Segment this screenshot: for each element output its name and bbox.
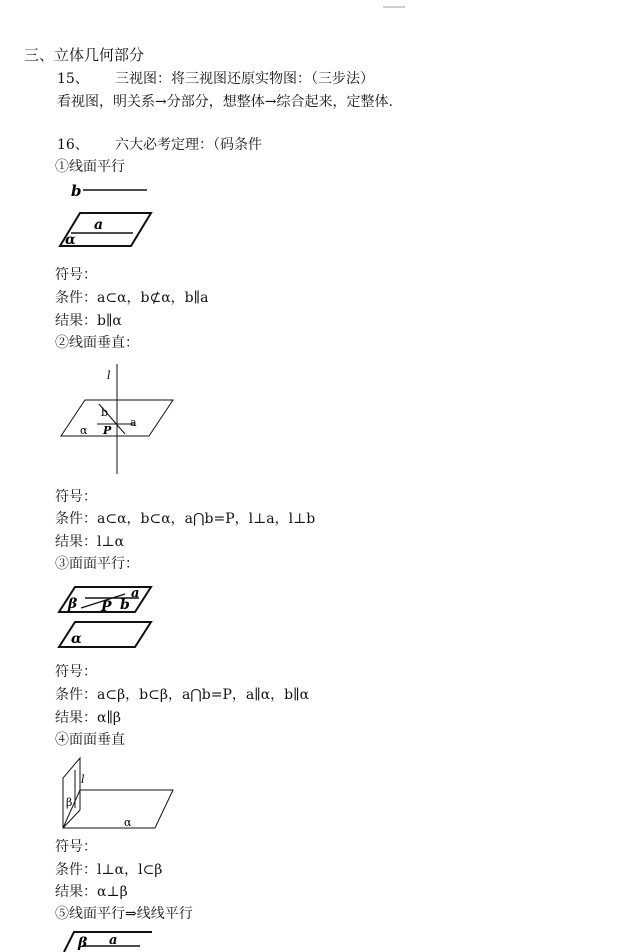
theorem-2-result: 结果：l⊥α xyxy=(55,534,125,550)
theorem-4-title: ④面面垂直 xyxy=(55,732,125,748)
fig1-label-b: b xyxy=(71,182,82,200)
fig3-label-beta: β xyxy=(68,596,78,612)
plane-plane-perpendicular-figure xyxy=(55,756,180,834)
scan-mark xyxy=(383,6,405,8)
fig2-label-l: l xyxy=(107,369,111,382)
fig3-label-p: P xyxy=(101,599,112,615)
item-16-title: 六大必考定理：（码条件 xyxy=(115,137,262,153)
fig5-label-a: a xyxy=(109,933,118,948)
line-plane-parallel-figure xyxy=(55,178,165,252)
item-15-description: 看视图，明关系→分部分，想整体→综合起来，定整体. xyxy=(57,94,393,110)
theorem-2-symbol: 符号： xyxy=(55,489,97,505)
theorem-3-result: 结果：α∥β xyxy=(55,710,122,726)
theorem-2-condition: 条件：a⊂α，b⊂α，a⋂b=P，l⊥a，l⊥b xyxy=(55,511,316,527)
theorem-1-title: ①线面平行 xyxy=(55,159,125,175)
line-plane-parallel-to-line-line-figure xyxy=(60,928,160,952)
theorem-3-condition: 条件：a⊂β，b⊂β，a⋂b=P，a∥α，b∥α xyxy=(55,687,310,703)
item-16-number: 16、 xyxy=(57,137,89,153)
fig4-label-alpha: α xyxy=(124,816,132,829)
fig3-label-alpha: α xyxy=(71,631,82,647)
theorem-1-condition: 条件：a⊂α，b⊄α，b∥a xyxy=(55,290,209,306)
fig1-label-a: a xyxy=(94,217,104,233)
fig1-label-alpha: α xyxy=(65,232,76,248)
fig5-label-beta: β xyxy=(78,935,88,951)
theorem-3-title: ③面面平行： xyxy=(55,556,139,572)
theorem-5-title: ⑤线面平行⇒线线平行 xyxy=(55,906,193,922)
fig2-label-a: a xyxy=(130,416,137,429)
fig2-label-p: P xyxy=(103,424,112,437)
theorem-4-symbol: 符号： xyxy=(55,839,97,855)
theorem-3-symbol: 符号： xyxy=(55,664,97,680)
plane-plane-parallel-figure xyxy=(55,582,155,652)
line-plane-perpendicular-figure xyxy=(55,360,180,478)
fig3-label-a: a xyxy=(131,586,140,601)
theorem-2-title: ②线面垂直： xyxy=(55,335,139,351)
theorem-1-result: 结果：b∥α xyxy=(55,313,122,329)
fig3-label-b: b xyxy=(120,597,130,613)
theorem-4-condition: 条件：l⊥α，l⊂β xyxy=(55,862,163,878)
theorem-4-result: 结果：α⊥β xyxy=(55,884,128,900)
fig2-label-alpha: α xyxy=(80,424,88,437)
item-15-number: 15、 xyxy=(57,71,89,87)
fig4-label-beta: β xyxy=(66,796,73,809)
fig2-label-b: b xyxy=(101,406,109,419)
theorem-1-symbol: 符号： xyxy=(55,267,97,283)
fig4-label-l: l xyxy=(81,773,85,786)
item-15-title: 三视图：将三视图还原实物图：（三步法） xyxy=(115,71,374,87)
section-title: 三、立体几何部分 xyxy=(24,46,145,64)
